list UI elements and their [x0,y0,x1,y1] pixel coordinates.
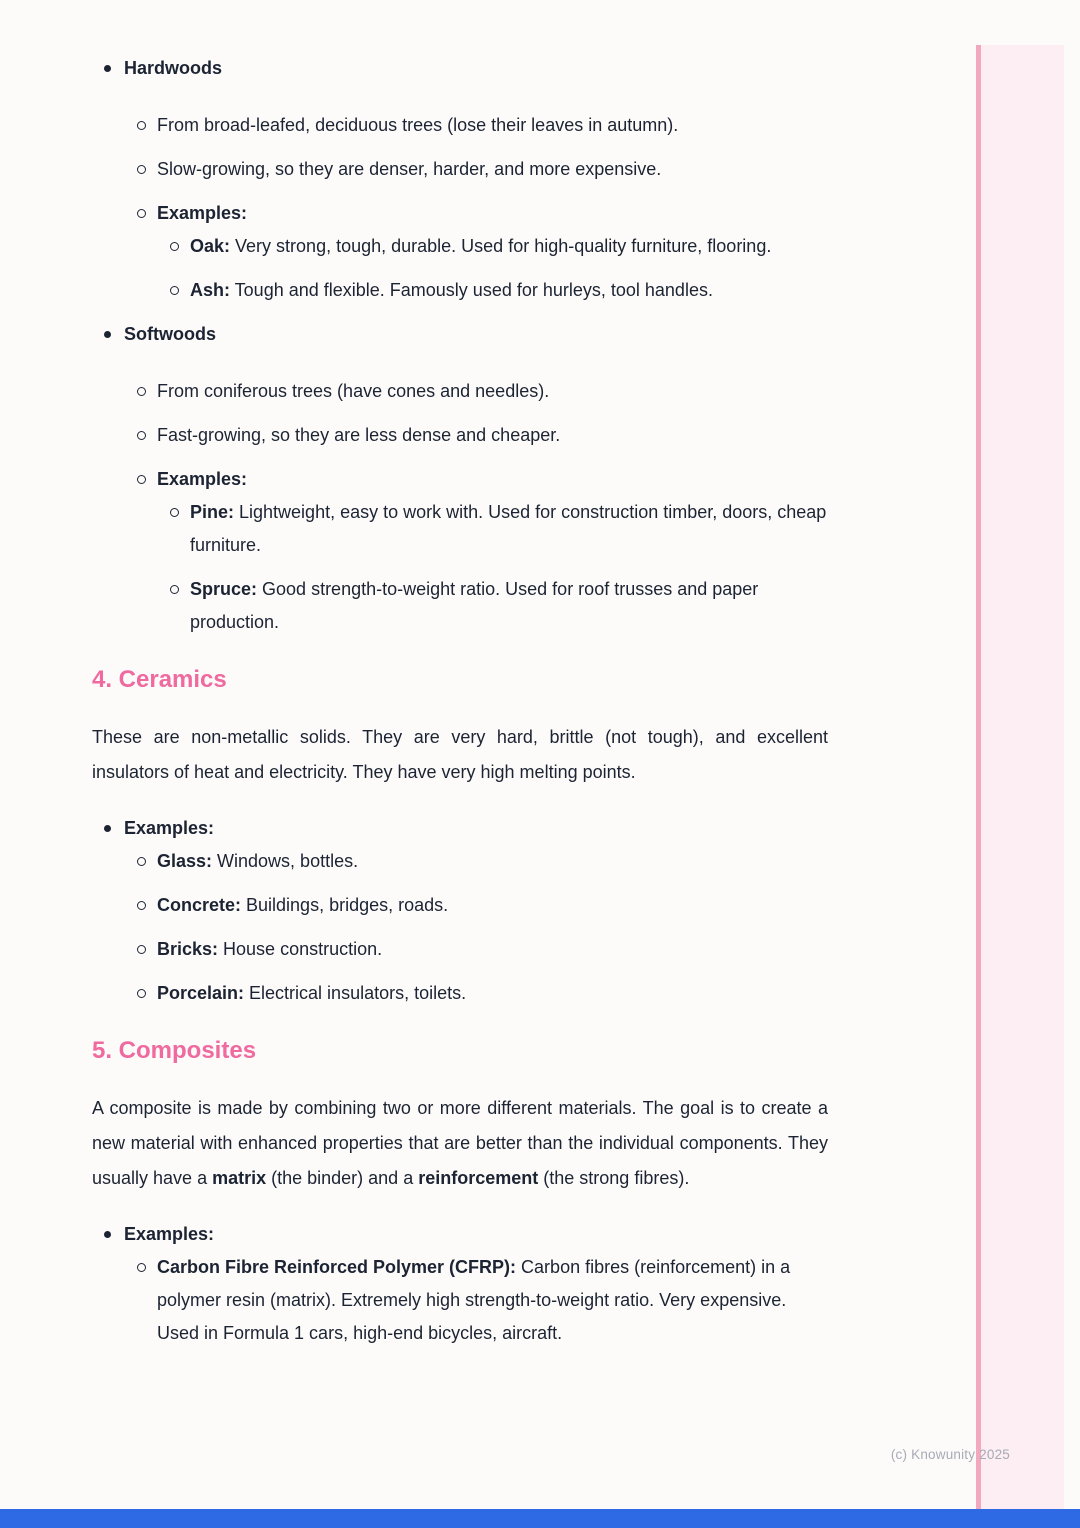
bullet-circle-icon [135,845,157,878]
bullet-circle-icon [135,375,157,408]
bullet-circle-icon [168,573,190,639]
bullet-circle-icon [135,153,157,186]
ceramics-paragraph: These are non-metallic solids. They are very hard, brittle (not tough), and excellent insulators of heat and electricity. They have very high melting points. [92,727,828,782]
softwoods-point-2 [135,419,828,452]
bullet-circle-icon [135,463,157,496]
bullet-dot-icon [102,318,124,351]
matrix-term: matrix [212,1168,267,1188]
bullet-circle-icon [168,496,190,562]
hardwoods-point-2 [135,153,828,186]
example-term: Carbon Fibre Reinforced Polymer (CFRP): [157,1257,517,1277]
composites-paragraph [92,1091,828,1196]
hardwoods-title: Hardwoods [124,58,223,78]
ceramics-example-bricks [135,933,828,966]
example-desc: Electrical insulators, toilets. [244,983,467,1003]
ceramics-example-glass [135,845,828,878]
composites-para-text: (the binder) and a [266,1168,419,1188]
examples-label: Examples: [157,469,248,489]
softwoods-point-1-text: From coniferous trees (have cones and needles). [157,381,550,401]
bullet-circle-icon [135,197,157,230]
example-term: Bricks: [157,939,219,959]
example-term: Porcelain: [157,983,245,1003]
softwoods-point-1 [135,375,828,408]
examples-label: Examples: [124,1224,215,1244]
hardwoods-point-2-text: Slow-growing, so they are denser, harder, and more expensive. [157,159,662,179]
example-desc: Lightweight, easy to work with. Used for construction timber, doors, cheap furniture. [190,502,827,555]
composites-heading: 5. Composites [92,1037,257,1064]
example-desc: Very strong, tough, durable. Used for high-quality furniture, flooring. [230,236,772,256]
bullet-dot-icon [102,52,124,85]
ceramics-example-porcelain [135,977,828,1010]
hardwoods-title-item [102,52,828,85]
softwoods-example-spruce [168,573,828,639]
softwoods-title: Softwoods [124,324,216,344]
example-term: Glass: [157,851,213,871]
composites-examples-section [92,1218,828,1350]
example-term: Concrete: [157,895,242,915]
softwoods-example-pine [168,496,828,562]
bullet-dot-icon [102,1218,124,1251]
example-desc: House construction. [218,939,383,959]
page-bottom-accent-bar [0,1509,1080,1528]
ceramics-heading: 4. Ceramics [92,666,227,693]
composites-para-text: (the strong fibres). [538,1168,690,1188]
examples-label: Examples: [124,818,215,838]
example-term: Ash: [190,280,230,300]
bullet-dot-icon [102,812,124,845]
example-desc: Good strength-to-weight ratio. Used for roof trusses and paper production. [190,579,759,632]
example-desc: Windows, bottles. [212,851,359,871]
example-term: Pine: [190,502,235,522]
knowunity-watermark: (c) Knowunity 2025 [890,1447,1010,1462]
ceramics-example-concrete [135,889,828,922]
softwoods-title-item [102,318,828,351]
examples-label: Examples: [157,203,248,223]
bullet-circle-icon [135,109,157,142]
bullet-circle-icon [135,933,157,966]
example-term: Oak: [190,236,231,256]
softwoods-section [92,318,828,639]
ceramics-examples-label-item [102,812,828,845]
ceramics-examples-section [92,812,828,1010]
hardwoods-example-ash [168,274,828,307]
example-term: Spruce: [190,579,258,599]
bullet-circle-icon [168,274,190,307]
bullet-circle-icon [168,230,190,263]
hardwoods-point-1 [135,109,828,142]
hardwoods-section [92,52,828,307]
bullet-circle-icon [135,1251,157,1350]
composites-examples-label-item [102,1218,828,1251]
hardwoods-examples-label-item [135,197,828,230]
composites-example-cfrp [135,1251,828,1350]
bullet-circle-icon [135,977,157,1010]
composites-para-text: A composite is made by combining two or more different materials. The goal is to create a new material with enhanced properties that are better than the individual components. They usually have a [92,1098,828,1188]
hardwoods-point-1-text: From broad-leafed, deciduous trees (lose their leaves in autumn). [157,115,679,135]
hardwoods-example-oak [168,230,828,263]
example-desc: Buildings, bridges, roads. [241,895,449,915]
softwoods-point-2-text: Fast-growing, so they are less dense and cheaper. [157,425,561,445]
example-desc: Tough and flexible. Famously used for hurleys, tool handles. [230,280,713,300]
bullet-circle-icon [135,419,157,452]
softwoods-examples-label-item [135,463,828,496]
bullet-circle-icon [135,889,157,922]
reinforcement-term: reinforcement [418,1168,539,1188]
example-desc: Carbon fibres (reinforcement) in a polymer resin (matrix). Extremely high strength-to-weight ratio. Very expensive. Used in Formula 1 cars, high-end bicycles, aircraft. [157,1257,791,1343]
